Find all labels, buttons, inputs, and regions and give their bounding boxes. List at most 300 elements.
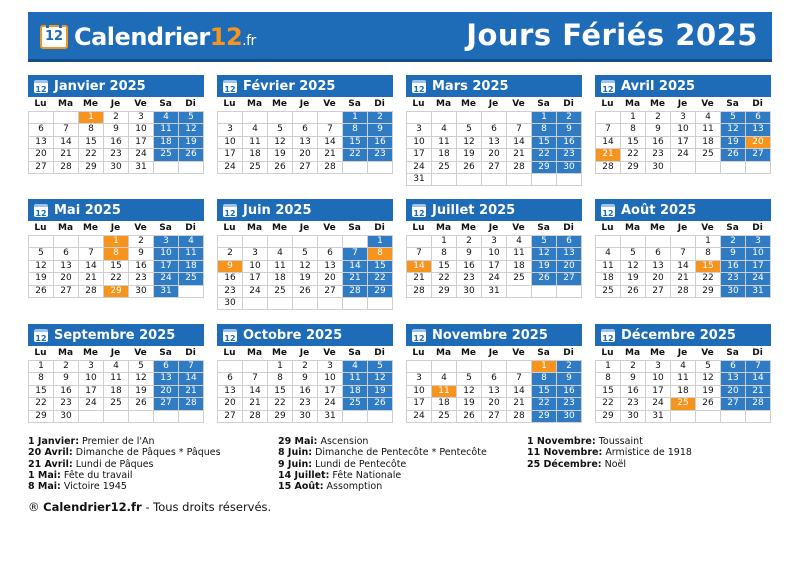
day-cell: 4: [268, 248, 293, 260]
day-cell: 24: [407, 411, 432, 423]
day-cell: 28: [596, 162, 621, 174]
day-grid: [28, 235, 204, 298]
day-cell: 12: [457, 386, 482, 398]
empty-day-cell: [179, 162, 204, 174]
day-cell: 6: [557, 236, 582, 248]
day-cell: 30: [646, 162, 671, 174]
day-cell: 12: [368, 373, 393, 385]
day-grid: [406, 111, 582, 186]
day-cell: 16: [721, 261, 746, 273]
weekday-header: [217, 346, 393, 360]
day-cell: 30: [129, 286, 154, 298]
day-cell: 2: [646, 112, 671, 124]
day-cell: 28: [79, 286, 104, 298]
weekday-label: Ma: [57, 348, 74, 358]
day-cell: 18: [507, 261, 532, 273]
day-cell: 26: [29, 286, 54, 298]
day-cell: 5: [696, 361, 721, 373]
month-title: 12 Novembre 2025: [406, 324, 582, 346]
day-cell: 25: [268, 286, 293, 298]
day-cell: 29: [532, 411, 557, 423]
day-cell: 12: [696, 373, 721, 385]
page-title: Jours Fériés 2025: [466, 18, 758, 52]
weekday-label: Je: [677, 99, 688, 109]
day-cell: 3: [482, 236, 507, 248]
month-calendar: [406, 324, 582, 423]
day-cell: 25: [696, 149, 721, 161]
weekday-label: Ma: [435, 223, 452, 233]
day-cell: 10: [154, 248, 179, 260]
day-cell: 26: [368, 398, 393, 410]
day-cell: 20: [482, 398, 507, 410]
holiday-day-cell: 1: [79, 112, 104, 124]
day-cell: 30: [104, 162, 129, 174]
empty-day-cell: [268, 112, 293, 124]
day-cell: 7: [746, 361, 771, 373]
weekday-label: Lu: [601, 99, 614, 109]
weekday-label: Me: [649, 223, 666, 233]
day-grid: [28, 111, 204, 174]
day-cell: 20: [218, 398, 243, 410]
weekday-label: Di: [752, 99, 763, 109]
day-cell: 19: [457, 398, 482, 410]
day-cell: 11: [104, 373, 129, 385]
day-cell: 25: [243, 162, 268, 174]
day-cell: 20: [293, 149, 318, 161]
day-cell: 18: [671, 386, 696, 398]
weekday-label: Sa: [159, 99, 172, 109]
day-cell: 11: [507, 248, 532, 260]
day-cell: 12: [621, 261, 646, 273]
day-grid: [217, 111, 393, 174]
day-cell: 24: [407, 162, 432, 174]
day-cell: 28: [671, 286, 696, 298]
day-cell: 13: [482, 137, 507, 149]
day-cell: 8: [621, 124, 646, 136]
day-cell: 6: [218, 373, 243, 385]
day-cell: 26: [621, 286, 646, 298]
day-cell: 27: [54, 286, 79, 298]
day-grid: [28, 360, 204, 423]
day-cell: 12: [268, 137, 293, 149]
day-cell: 16: [621, 386, 646, 398]
day-cell: 10: [407, 386, 432, 398]
day-cell: 1: [368, 236, 393, 248]
weekday-label: Je: [488, 348, 499, 358]
weekday-label: Ve: [512, 348, 525, 358]
weekday-label: Ve: [323, 223, 336, 233]
empty-day-cell: [343, 162, 368, 174]
day-cell: 9: [457, 248, 482, 260]
day-cell: 6: [54, 248, 79, 260]
day-cell: 17: [154, 261, 179, 273]
day-cell: 10: [482, 248, 507, 260]
weekday-header: [28, 97, 204, 111]
weekday-label: Lu: [223, 99, 236, 109]
day-cell: 4: [343, 361, 368, 373]
day-cell: 27: [154, 398, 179, 410]
day-cell: 28: [507, 411, 532, 423]
day-cell: 7: [343, 248, 368, 260]
day-cell: 15: [343, 137, 368, 149]
day-cell: 19: [721, 137, 746, 149]
footer-site[interactable]: Calendrier12.fr: [43, 500, 142, 514]
month-title: 12 Mars 2025: [406, 75, 582, 97]
day-cell: 2: [557, 112, 582, 124]
empty-day-cell: [343, 411, 368, 423]
empty-day-cell: [407, 236, 432, 248]
empty-day-cell: [318, 236, 343, 248]
day-cell: 16: [104, 137, 129, 149]
day-cell: 23: [457, 273, 482, 285]
day-cell: 7: [79, 248, 104, 260]
day-cell: 26: [457, 162, 482, 174]
calendar-icon: 12: [601, 329, 615, 342]
weekday-header: [595, 221, 771, 235]
day-cell: 5: [621, 248, 646, 260]
legend-column: [527, 436, 692, 470]
day-cell: 2: [621, 361, 646, 373]
day-cell: 6: [29, 124, 54, 136]
legend-column: [28, 436, 221, 492]
day-cell: 27: [646, 286, 671, 298]
empty-day-cell: [557, 174, 582, 186]
day-cell: 5: [268, 124, 293, 136]
day-cell: 14: [507, 137, 532, 149]
calendar-icon: 12: [34, 80, 48, 93]
legend-item: 20 Avril: Dimanche de Pâques * Pâques: [28, 447, 221, 459]
month-title: 12 Avril 2025: [595, 75, 771, 97]
day-cell: 21: [507, 398, 532, 410]
day-cell: 28: [343, 286, 368, 298]
empty-day-cell: [482, 112, 507, 124]
day-grid: [595, 111, 771, 174]
empty-day-cell: [671, 411, 696, 423]
month-calendar: [217, 75, 393, 174]
day-cell: 2: [129, 236, 154, 248]
day-cell: 17: [482, 261, 507, 273]
day-cell: 3: [318, 361, 343, 373]
day-cell: 10: [243, 261, 268, 273]
legend-item: 21 Avril: Lundi de Pâques: [28, 458, 154, 470]
weekday-label: Me: [82, 223, 99, 233]
empty-day-cell: [368, 298, 393, 310]
day-cell: 28: [243, 411, 268, 423]
day-cell: 7: [407, 248, 432, 260]
empty-day-cell: [432, 361, 457, 373]
day-cell: 17: [671, 137, 696, 149]
day-cell: 16: [129, 261, 154, 273]
day-cell: 21: [179, 386, 204, 398]
empty-day-cell: [268, 298, 293, 310]
weekday-label: Ma: [624, 99, 641, 109]
day-cell: 24: [318, 398, 343, 410]
day-cell: 2: [457, 236, 482, 248]
day-cell: 31: [482, 286, 507, 298]
day-cell: 9: [368, 124, 393, 136]
weekday-label: Di: [374, 223, 385, 233]
month-calendar: [595, 75, 771, 174]
empty-day-cell: [368, 411, 393, 423]
legend-item: 14 Juillet: Fête Nationale: [278, 469, 402, 481]
legend-column: [278, 436, 487, 492]
day-cell: 13: [557, 248, 582, 260]
month-calendar: [28, 75, 204, 174]
empty-day-cell: [407, 112, 432, 124]
empty-day-cell: [646, 236, 671, 248]
day-cell: 2: [293, 361, 318, 373]
empty-day-cell: [293, 236, 318, 248]
day-cell: 18: [696, 137, 721, 149]
day-cell: 11: [154, 124, 179, 136]
empty-day-cell: [507, 174, 532, 186]
empty-day-cell: [457, 112, 482, 124]
day-cell: 3: [129, 112, 154, 124]
weekday-label: Sa: [537, 99, 550, 109]
weekday-label: Ma: [57, 99, 74, 109]
day-cell: 8: [268, 373, 293, 385]
weekday-label: Ma: [435, 348, 452, 358]
day-cell: 24: [671, 149, 696, 161]
day-cell: 19: [696, 386, 721, 398]
day-cell: 25: [343, 398, 368, 410]
empty-day-cell: [407, 361, 432, 373]
day-cell: 4: [596, 248, 621, 260]
legend-item: 1 Novembre: Toussaint: [527, 436, 643, 447]
calendar-icon: 12: [223, 204, 237, 217]
empty-day-cell: [179, 286, 204, 298]
day-cell: 16: [646, 137, 671, 149]
legend-item: 1 Janvier: Premier de l'An: [28, 436, 155, 447]
day-cell: 5: [457, 124, 482, 136]
calendar-icon: 12: [223, 329, 237, 342]
weekday-label: Ve: [134, 223, 147, 233]
empty-day-cell: [746, 411, 771, 423]
day-cell: 4: [507, 236, 532, 248]
empty-day-cell: [29, 236, 54, 248]
day-cell: 14: [507, 386, 532, 398]
day-cell: 19: [457, 149, 482, 161]
day-cell: 21: [343, 273, 368, 285]
day-cell: 22: [532, 398, 557, 410]
day-cell: 25: [154, 149, 179, 161]
empty-day-cell: [507, 286, 532, 298]
day-cell: 1: [621, 112, 646, 124]
day-cell: 18: [432, 398, 457, 410]
day-cell: 7: [596, 124, 621, 136]
weekday-label: Je: [677, 348, 688, 358]
day-cell: 19: [268, 149, 293, 161]
day-cell: 22: [79, 149, 104, 161]
month-title: 12 Décembre 2025: [595, 324, 771, 346]
empty-day-cell: [293, 112, 318, 124]
day-cell: 22: [368, 273, 393, 285]
day-cell: 21: [671, 273, 696, 285]
month-calendar: [595, 199, 771, 298]
empty-day-cell: [54, 112, 79, 124]
day-cell: 15: [268, 386, 293, 398]
weekday-label: Sa: [348, 348, 361, 358]
day-cell: 30: [457, 286, 482, 298]
day-cell: 3: [243, 248, 268, 260]
weekday-label: Di: [752, 223, 763, 233]
day-cell: 23: [129, 273, 154, 285]
legend-item: 8 Juin: Dimanche de Pentecôte * Pentecôte: [278, 447, 487, 459]
weekday-label: Je: [488, 99, 499, 109]
day-cell: 7: [507, 124, 532, 136]
day-cell: 2: [218, 248, 243, 260]
day-cell: 1: [596, 361, 621, 373]
day-cell: 7: [507, 373, 532, 385]
holiday-day-cell: 15: [696, 261, 721, 273]
empty-day-cell: [696, 411, 721, 423]
day-cell: 19: [129, 386, 154, 398]
day-cell: 12: [721, 124, 746, 136]
empty-day-cell: [532, 286, 557, 298]
weekday-label: Sa: [537, 348, 550, 358]
calendar-icon: 12: [34, 329, 48, 342]
day-cell: 31: [407, 174, 432, 186]
day-cell: 12: [457, 137, 482, 149]
empty-day-cell: [343, 298, 368, 310]
weekday-label: Sa: [726, 348, 739, 358]
day-cell: 18: [343, 386, 368, 398]
day-cell: 7: [671, 248, 696, 260]
weekday-label: Lu: [223, 348, 236, 358]
day-cell: 25: [432, 411, 457, 423]
holiday-day-cell: 1: [532, 361, 557, 373]
day-cell: 8: [29, 373, 54, 385]
weekday-header: [595, 97, 771, 111]
day-cell: 8: [696, 248, 721, 260]
day-cell: 26: [721, 149, 746, 161]
empty-day-cell: [218, 236, 243, 248]
day-cell: 1: [696, 236, 721, 248]
weekday-label: Je: [488, 223, 499, 233]
day-cell: 18: [432, 149, 457, 161]
weekday-label: Di: [185, 223, 196, 233]
day-cell: 6: [746, 112, 771, 124]
day-cell: 29: [696, 286, 721, 298]
day-cell: 11: [432, 137, 457, 149]
weekday-header: [595, 346, 771, 360]
day-cell: 22: [621, 149, 646, 161]
day-cell: 14: [243, 386, 268, 398]
day-cell: 16: [457, 261, 482, 273]
day-cell: 19: [368, 386, 393, 398]
day-cell: 19: [29, 273, 54, 285]
day-cell: 22: [343, 149, 368, 161]
empty-day-cell: [129, 411, 154, 423]
day-cell: 3: [218, 124, 243, 136]
day-cell: 12: [532, 248, 557, 260]
day-cell: 22: [268, 398, 293, 410]
weekday-label: Lu: [34, 223, 47, 233]
day-cell: 13: [721, 373, 746, 385]
day-cell: 29: [368, 286, 393, 298]
logo-text: Calendrier12.fr: [74, 23, 256, 51]
empty-day-cell: [432, 174, 457, 186]
day-cell: 14: [746, 373, 771, 385]
weekday-label: Je: [299, 223, 310, 233]
empty-day-cell: [532, 174, 557, 186]
day-cell: 8: [432, 248, 457, 260]
day-cell: 15: [104, 261, 129, 273]
day-cell: 24: [79, 398, 104, 410]
day-cell: 21: [54, 149, 79, 161]
day-cell: 5: [29, 248, 54, 260]
day-cell: 27: [482, 411, 507, 423]
calendar-icon: 12: [601, 204, 615, 217]
day-cell: 3: [407, 373, 432, 385]
day-cell: 26: [532, 273, 557, 285]
weekday-label: Ma: [624, 348, 641, 358]
empty-day-cell: [596, 236, 621, 248]
holiday-day-cell: 21: [596, 149, 621, 161]
day-cell: 9: [557, 373, 582, 385]
day-cell: 14: [54, 137, 79, 149]
weekday-label: Di: [563, 223, 574, 233]
site-logo[interactable]: [40, 24, 256, 50]
day-cell: 22: [696, 273, 721, 285]
day-cell: 11: [243, 137, 268, 149]
day-cell: 20: [721, 386, 746, 398]
legend-item: 25 Décembre: Noël: [527, 458, 626, 470]
day-cell: 28: [407, 286, 432, 298]
month-calendar: [406, 199, 582, 298]
day-cell: 20: [54, 273, 79, 285]
day-cell: 29: [29, 411, 54, 423]
day-cell: 9: [557, 124, 582, 136]
day-cell: 23: [721, 273, 746, 285]
day-cell: 17: [407, 398, 432, 410]
weekday-label: Sa: [159, 348, 172, 358]
day-cell: 10: [318, 373, 343, 385]
day-cell: 21: [79, 273, 104, 285]
month-calendar: [595, 324, 771, 423]
day-cell: 17: [646, 386, 671, 398]
day-cell: 22: [596, 398, 621, 410]
day-cell: 31: [646, 411, 671, 423]
weekday-label: Ma: [624, 223, 641, 233]
day-cell: 13: [154, 373, 179, 385]
empty-day-cell: [243, 236, 268, 248]
day-cell: 10: [746, 248, 771, 260]
day-cell: 4: [243, 124, 268, 136]
empty-day-cell: [457, 361, 482, 373]
day-cell: 18: [243, 149, 268, 161]
day-cell: 17: [218, 149, 243, 161]
day-cell: 5: [457, 373, 482, 385]
month-calendar: [217, 199, 393, 310]
weekday-label: Me: [460, 99, 477, 109]
day-cell: 19: [532, 261, 557, 273]
day-cell: 1: [432, 236, 457, 248]
day-cell: 27: [29, 162, 54, 174]
calendar-logo-icon: 12: [40, 25, 68, 49]
day-cell: 12: [29, 261, 54, 273]
day-cell: 14: [596, 137, 621, 149]
day-cell: 25: [507, 273, 532, 285]
weekday-header: [217, 221, 393, 235]
month-title: 12 Août 2025: [595, 199, 771, 221]
month-calendar: [28, 324, 204, 423]
day-cell: 31: [746, 286, 771, 298]
weekday-label: Ve: [512, 223, 525, 233]
day-cell: 15: [596, 386, 621, 398]
weekday-label: Ma: [435, 99, 452, 109]
day-cell: 18: [179, 261, 204, 273]
